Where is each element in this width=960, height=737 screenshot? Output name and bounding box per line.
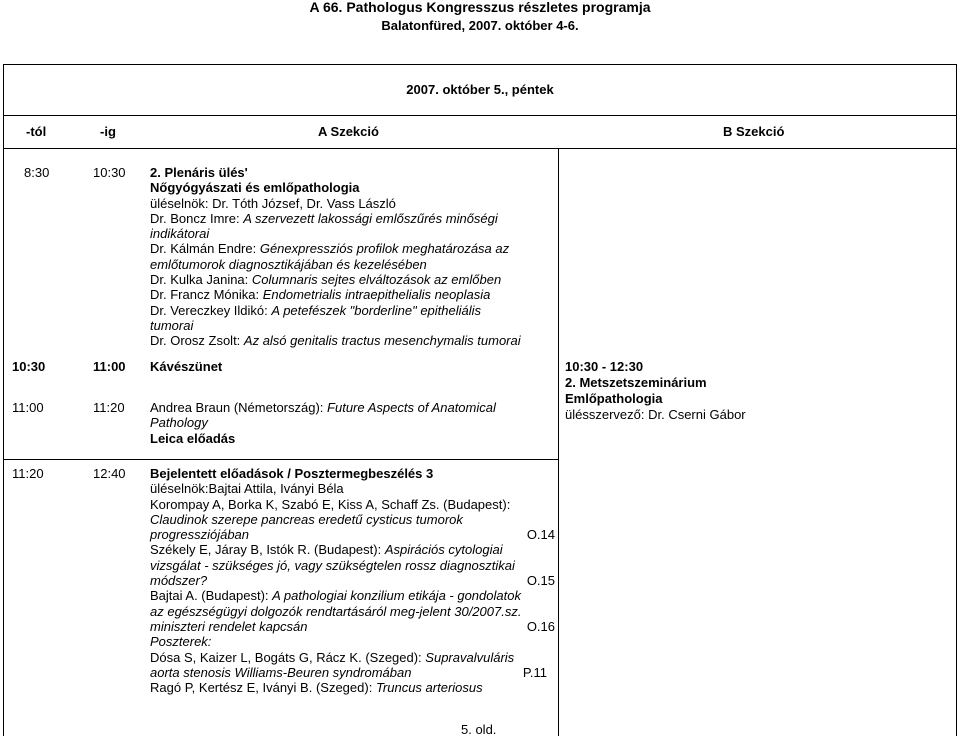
abstract-code: P.11 (522, 664, 547, 680)
abstract-code: O.16 (526, 618, 555, 634)
talk-line: aorta stenosis Williams-Beuren syndromában P.11 (150, 664, 547, 680)
talk-line: Dr. Boncz Imre: A szervezett lakossági emlőszűrés minőségi (150, 210, 498, 226)
poster-heading: Poszterek: (150, 634, 212, 650)
talk-line: Dr. Francz Mónika: Endometrialis intraepithelialis neoplasia (150, 287, 491, 303)
row-divider (3, 115, 957, 116)
talk-line: Andrea Braun (Németország): Future Aspects of Anatomical (150, 400, 496, 415)
row-time-from: 11:00 (12, 400, 44, 415)
row-divider (3, 148, 957, 149)
talk-line: Pathology (150, 415, 208, 431)
talk-line: tumorai (150, 317, 194, 333)
seminar-topic: Emlőpathologia (565, 391, 663, 406)
session-topic: Nőgyógyászati és emlőpathologia (150, 180, 360, 196)
document-subtitle: Balatonfüred, 2007. október 4-6. (381, 18, 579, 33)
session-guest-lecture (150, 400, 555, 446)
session-submitted-talks (150, 466, 555, 695)
talk-line: Claudinok szerepe pancreas eredetű cysticus tumorok (150, 511, 463, 527)
row-time-from: 10:30 (12, 359, 46, 374)
talk-line: Bajtai A. (Budapest): A pathologiai konzilium etikája - gondolatok (150, 588, 521, 604)
document-title: A 66. Pathologus Kongresszus részletes programja (309, 0, 651, 15)
table-border-top (3, 64, 957, 65)
session-chairs: üléselnök:Bajtai Attila, Iványi Béla (150, 481, 344, 497)
talk-line: Dr. Kulka Janina: Columnaris sejtes elváltozások az emlőben (150, 272, 502, 288)
row-time-from: 8:30 (24, 165, 50, 180)
talk-line: Dr. Kálmán Endre: Génexpressziós profilok meghatározása az (150, 241, 510, 257)
row-time-from: 11:20 (12, 466, 44, 481)
column-header-section-b: B Szekció (723, 124, 785, 139)
column-header-section-a: A Szekció (318, 124, 379, 139)
session-chairs: üléselnök: Dr. Tóth József, Dr. Vass László (150, 195, 396, 211)
talk-line: emlőtumorok diagnosztikájában és kezelésében (150, 256, 427, 272)
table-border-left (3, 64, 4, 736)
seminar-organizer: ülésszervező: Dr. Cserni Gábor (565, 407, 746, 422)
row-time-to: 12:40 (93, 466, 126, 481)
talk-line: Dósa S, Kaizer L, Bogáts G, Rácz K. (Szeged): Supravalvuláris (150, 649, 515, 665)
row-divider (3, 459, 559, 460)
talk-line: Ragó P, Kertész E, Iványi B. (Szeged): Truncus arteriosus (150, 680, 483, 696)
row-time-to: 10:30 (93, 165, 126, 180)
talk-line: Székely E, Járay B, Istók R. (Budapest): Aspirációs cytologiai (150, 542, 503, 558)
talk-line: Dr. Vereczkey Ildikó: A petefészek "borderline" epitheliális (150, 302, 482, 318)
row-time-to: 11:20 (93, 400, 125, 415)
talk-line: az egészségügyi dolgozók rendtartásáról meg-jelent 30/2007.sz. (150, 603, 522, 619)
talk-line: indikátorai (150, 226, 210, 242)
seminar-title: 2. Metszetszeminárium (565, 375, 707, 390)
session-title: Bejelentett előadások / Posztermegbeszélés 3 (150, 466, 434, 481)
talk-line: progressziójában O.14 (150, 527, 555, 543)
seminar-time: 10:30 - 12:30 (565, 359, 644, 374)
talk-line: miniszteri rendelet kapcsán O.16 (150, 618, 555, 634)
coffee-break: Kávészünet (150, 359, 223, 374)
abstract-code: O.14 (526, 527, 555, 543)
session-plenary (150, 165, 555, 349)
page-number: 5. old. (461, 722, 497, 737)
talk-line: vizsgálat - szükséges jó, vagy szükségtelen rossz diagnosztikai (150, 557, 515, 573)
table-border-right (956, 64, 957, 736)
sponsor-label: Leica előadás (150, 430, 236, 446)
table-date: 2007. október 5., péntek (406, 82, 554, 97)
talk-line: Dr. Orosz Zsolt: Az alsó genitalis tractus mesenchymalis tumorai (150, 333, 521, 349)
abstract-code: O.15 (526, 573, 555, 589)
talk-line: módszer? O.15 (150, 573, 555, 589)
column-header-to: -ig (100, 124, 116, 139)
session-title: 2. Plenáris ülés' (150, 165, 248, 180)
column-divider (558, 148, 559, 736)
column-header-from: -tól (26, 124, 47, 139)
talk-line: Korompay A, Borka K, Szabó E, Kiss A, Schaff Zs. (Budapest): (150, 496, 511, 512)
row-time-to: 11:00 (93, 359, 126, 374)
